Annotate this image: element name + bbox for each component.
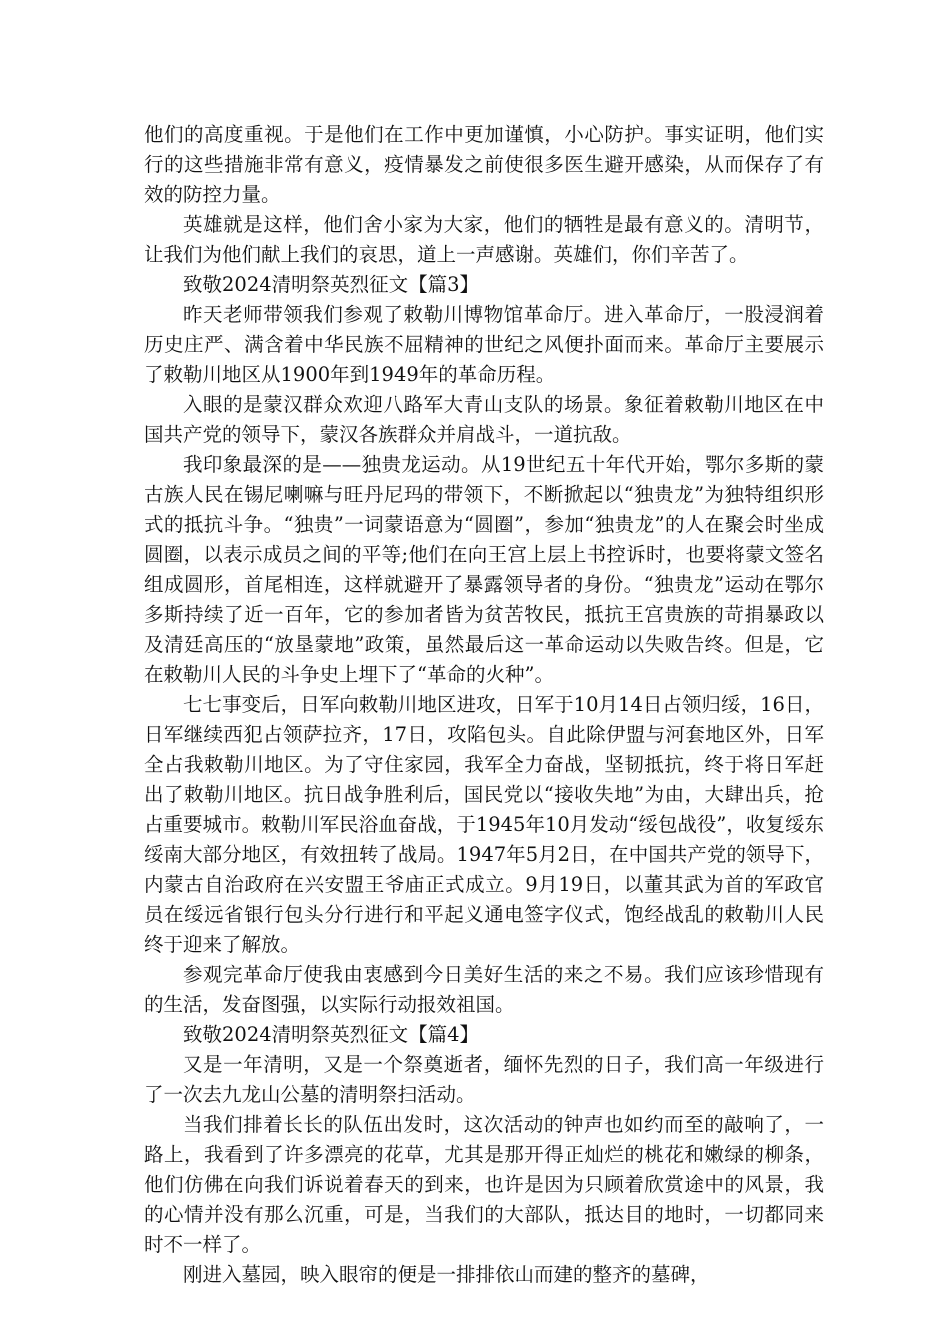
paragraph: 参观完革命厅使我由衷感到今日美好生活的来之不易。我们应该珍惜现有的生活，发奋图强，以实际行动报效祖国。 — [144, 963, 824, 1016]
paragraph: 他们的高度重视。于是他们在工作中更加谨慎，小心防护。事实证明，他们实行的这些措施非常有意义，疫情暴发之前使很多医生避开感染，从而保存了有效的防控力量。 — [144, 123, 824, 206]
paragraph: 入眼的是蒙汉群众欢迎八路军大青山支队的场景。象征着敕勒川地区在中国共产党的领导下，蒙汉各族群众并肩战斗，一道抗敌。 — [144, 393, 824, 446]
paragraph: 当我们排着长长的队伍出发时，这次活动的钟声也如约而至的敲响了，一路上，我看到了许多漂亮的花草，尤其是那开得正灿烂的桃花和嫩绿的柳条，他们仿佛在向我们诉说着春天的到来，也许是因为只顾着欣赏途中的风景，我的心情并没有那么沉重，可是，当我们的大部队，抵达目的地时，一切都同来时不一样了。 — [144, 1113, 824, 1256]
document-body — [144, 120, 824, 1290]
paragraph: 英雄就是这样，他们舍小家为大家，他们的牺牲是最有意义的。清明节，让我们为他们献上我们的哀思，道上一声感谢。英雄们，你们辛苦了。 — [144, 213, 824, 266]
section-heading: 致敬2024清明祭英烈征文【篇4】 — [183, 1023, 480, 1046]
paragraph: 我印象最深的是——独贵龙运动。从19世纪五十年代开始，鄂尔多斯的蒙古族人民在锡尼喇嘛与旺丹尼玛的带领下，不断掀起以“独贵龙”为独特组织形式的抵抗斗争。“独贵”一词蒙语意为“圆圈”，参加“独贵龙”的人在聚会时坐成圆圈，以表示成员之间的平等;他们在向王宫上层上书控诉时，也要将蒙文签名组成圆形，首尾相连，这样就避开了暴露领导者的身份。“独贵龙”运动在鄂尔多斯持续了近一百年，它的参加者皆为贫苦牧民，抵抗王宫贵族的苛捐暴政以及清廷高压的“放垦蒙地”政策，虽然最后这一革命运动以失败告终。但是，它在敕勒川人民的斗争史上埋下了“革命的火种”。 — [144, 453, 824, 686]
paragraph: 又是一年清明，又是一个祭奠逝者，缅怀先烈的日子，我们高一年级进行了一次去九龙山公墓的清明祭扫活动。 — [144, 1053, 824, 1106]
section-heading: 致敬2024清明祭英烈征文【篇3】 — [183, 273, 480, 296]
paragraph: 刚进入墓园，映入眼帘的便是一排排依山而建的整齐的墓碑， — [183, 1263, 710, 1286]
paragraph: 七七事变后，日军向敕勒川地区进攻，日军于10月14日占领归绥，16日，日军继续西犯占领萨拉齐，17日，攻陷包头。自此除伊盟与河套地区外，日军全占我敕勒川地区。为了守住家园，我军全力奋战，坚韧抵抗，终于将日军赶出了敕勒川地区。抗日战争胜利后，国民党以“接收失地”为由，大肆出兵，抢占重要城市。敕勒川军民浴血奋战，于1945年10月发动“绥包战役”，收复绥东绥南大部分地区，有效扭转了战局。1947年5月2日，在中国共产党的领导下，内蒙古自治政府在兴安盟王爷庙正式成立。9月19日，以董其武为首的军政官员在绥远省银行包头分行进行和平起义通电签字仪式，饱经战乱的敕勒川人民终于迎来了解放。 — [144, 693, 824, 956]
paragraph: 昨天老师带领我们参观了敕勒川博物馆革命厅。进入革命厅，一股浸润着历史庄严、满含着中华民族不屈精神的世纪之风便扑面而来。革命厅主要展示了敕勒川地区从1900年到1949年的革命历程。 — [144, 303, 824, 386]
